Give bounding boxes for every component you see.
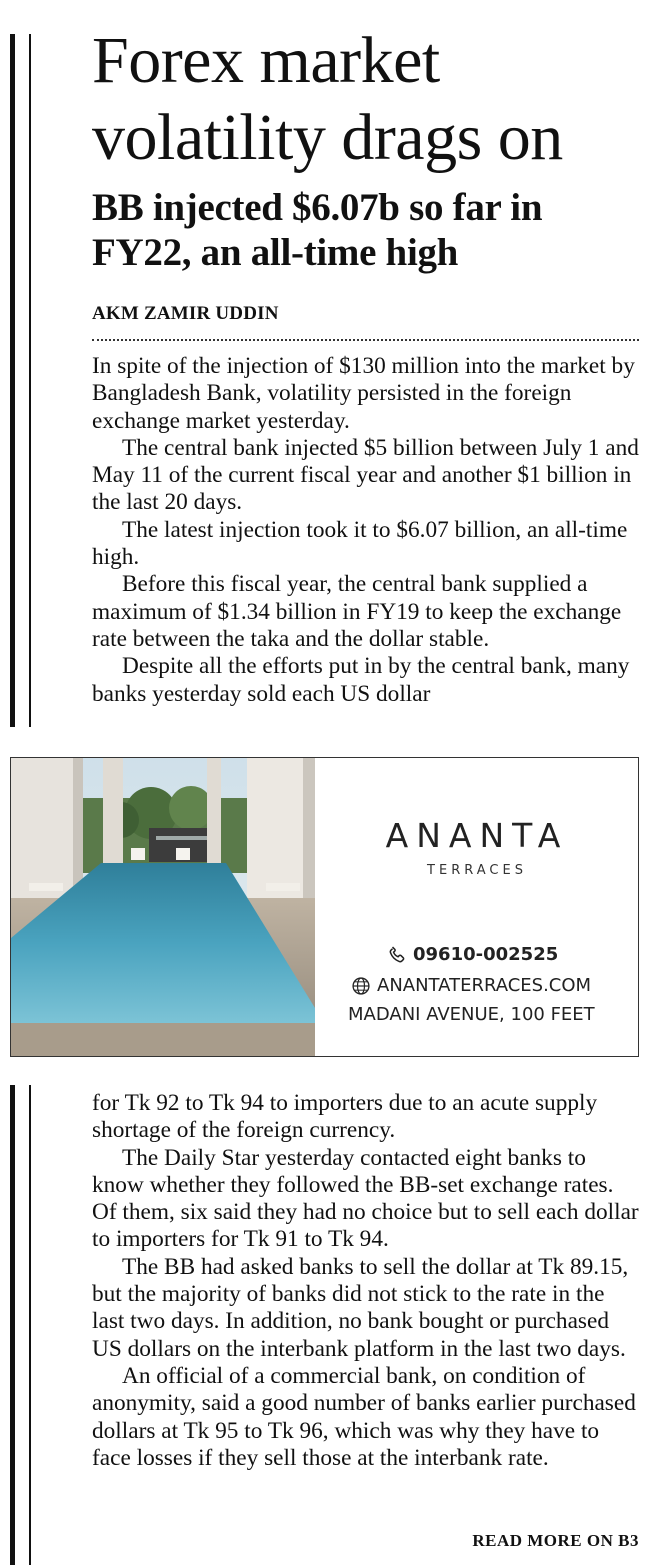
divider	[92, 339, 639, 341]
phone-number: 09610-002525	[413, 944, 559, 965]
subheadline: BB injected $6.07b so far in FY22, an all-time high	[92, 186, 543, 274]
globe-icon	[351, 976, 371, 996]
byline: AKM ZAMIR UDDIN	[92, 303, 279, 324]
paragraph: The central bank injected $5 billion between July 1 and May 11 of the current fiscal year and another $1 billion in the last 20 days.	[92, 434, 639, 516]
brand-subtitle: TERRACES	[427, 863, 527, 878]
brand-logo: ANANTA	[385, 816, 569, 855]
paragraph: An official of a commercial bank, on condition of anonymity, said a good number of banks earlier purchased dollars at Tk 95 to Tk 96, which was why they have to face losses if they sell those at the interbank rate.	[92, 1362, 636, 1471]
ad-phone[interactable]	[387, 944, 558, 965]
advertisement[interactable]	[10, 757, 639, 1057]
article-body-part-2	[92, 1090, 640, 1472]
read-more-link[interactable]: READ MORE ON B3	[472, 1531, 639, 1550]
headline: Forex market volatility drags on	[92, 24, 563, 174]
paragraph: Before this fiscal year, the central bank supplied a maximum of $1.34 billion in FY19 to keep the exchange rate between the taka and the dollar stable.	[92, 571, 622, 652]
column-rule-thick	[10, 34, 15, 727]
phone-icon	[387, 945, 407, 965]
column-rule-thin	[29, 34, 31, 727]
paragraph: for Tk 92 to Tk 94 to importers due to an acute supply shortage of the foreign currency.	[92, 1090, 598, 1144]
paragraph: In spite of the injection of $130 million into the market by Bangladesh Bank, volatility persisted in the foreign exchange market yesterday.	[92, 353, 635, 434]
column-rule-thick	[10, 1085, 15, 1565]
article-body-part-1	[92, 353, 640, 708]
pool-photo	[11, 758, 315, 1056]
ad-info-panel	[315, 758, 639, 1056]
paragraph: The Daily Star yesterday contacted eight banks to know whether they followed the BB-set exchange rates. Of them, six said they had no choice but to sell each dollar to importers for Tk 91 to Tk 94.	[92, 1144, 639, 1253]
paragraph: Despite all the efforts put in by the central bank, many banks yesterday sold each US dollar	[92, 653, 630, 707]
ad-website[interactable]	[351, 975, 591, 996]
ad-address: MADANI AVENUE, 100 FEET	[348, 1004, 595, 1025]
website-url: ANANTATERRACES.COM	[377, 975, 592, 996]
column-rule-thin	[29, 1085, 31, 1565]
paragraph: The latest injection took it to $6.07 billion, an all-time high.	[92, 516, 628, 571]
paragraph: The BB had asked banks to sell the dollar at Tk 89.15, but the majority of banks did not stick to the rate in the last two days. In addition, no bank bought or purchased US dollars on the interbank platform in the last two days.	[92, 1253, 629, 1362]
